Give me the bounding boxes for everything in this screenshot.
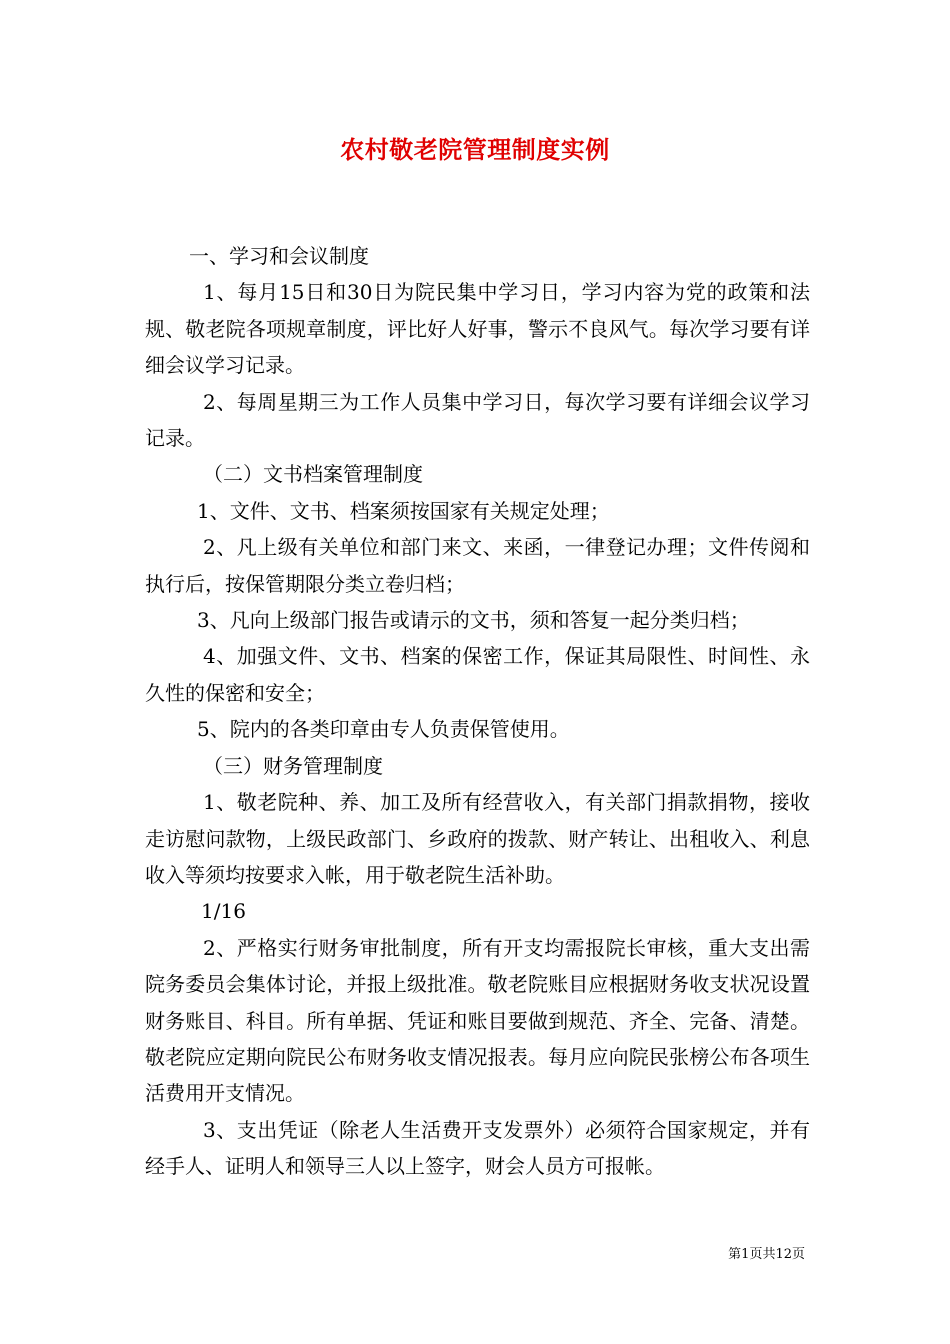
paragraph-archives-2: 2、凡上级有关单位和部门来文、来函，一律登记办理；文件传阅和执行后，按保管期限分类立卷归档； [145,535,810,596]
paragraph-archives-3: 3、凡向上级部门报告或请示的文书，须和答复一起分类归档； [197,608,750,633]
document-body [145,238,810,1185]
paragraph-archives-4: 4、加强文件、文书、档案的保密工作，保证其局限性、时间性、永久性的保密和安全； [145,644,810,705]
page-fraction: 1/16 [201,899,246,924]
section-heading-study: 一、学习和会议制度 [189,244,369,268]
section-heading-finance: （三）财务管理制度 [203,753,383,778]
paragraph-study-2: 2、每周星期三为工作人员集中学习日，每次学习要有详细会议学习记录。 [145,389,810,451]
paragraph-finance-3: 3、支出凭证（除老人生活费开支发票外）必须符合国家规定，并有经手人、证明人和领导三人以上签字，财会人员方可报帐。 [145,1117,810,1179]
paragraph-archives-1: 1、文件、文书、档案须按国家有关规定处理； [197,498,610,523]
page-number-footer: 第1页共12页 [728,1247,805,1262]
section-heading-archives: （二）文书档案管理制度 [203,462,423,487]
paragraph-study-1: 1、每月15日和30日为院民集中学习日，学习内容为党的政策和法规、敬老院各项规章制度，评比好人好事，警示不良风气。每次学习要有详细会议学习记录。 [145,280,810,378]
document-title: 农村敬老院管理制度实例 [340,135,610,164]
paragraph-archives-5: 5、院内的各类印章由专人负责保管使用。 [197,717,570,742]
paragraph-finance-1: 1、敬老院种、养、加工及所有经营收入，有关部门捐款捐物，接收走访慰问款物，上级民政部门、乡政府的拨款、财产转让、出租收入、利息收入等须均按要求入帐，用于敬老院生活补助。 [145,790,810,887]
paragraph-finance-2: 2、严格实行财务审批制度，所有开支均需报院长审核，重大支出需院务委员会集体讨论，并报上级批准。敬老院账目应根据财务收支状况设置财务账目、科目。所有单据、凭证和账目要做到规范、齐全、完备、清楚。敬老院应定期向院民公布财务收支情况报表。每月应向院民张榜公布各项生活费用开支情况。 [145,935,810,1106]
